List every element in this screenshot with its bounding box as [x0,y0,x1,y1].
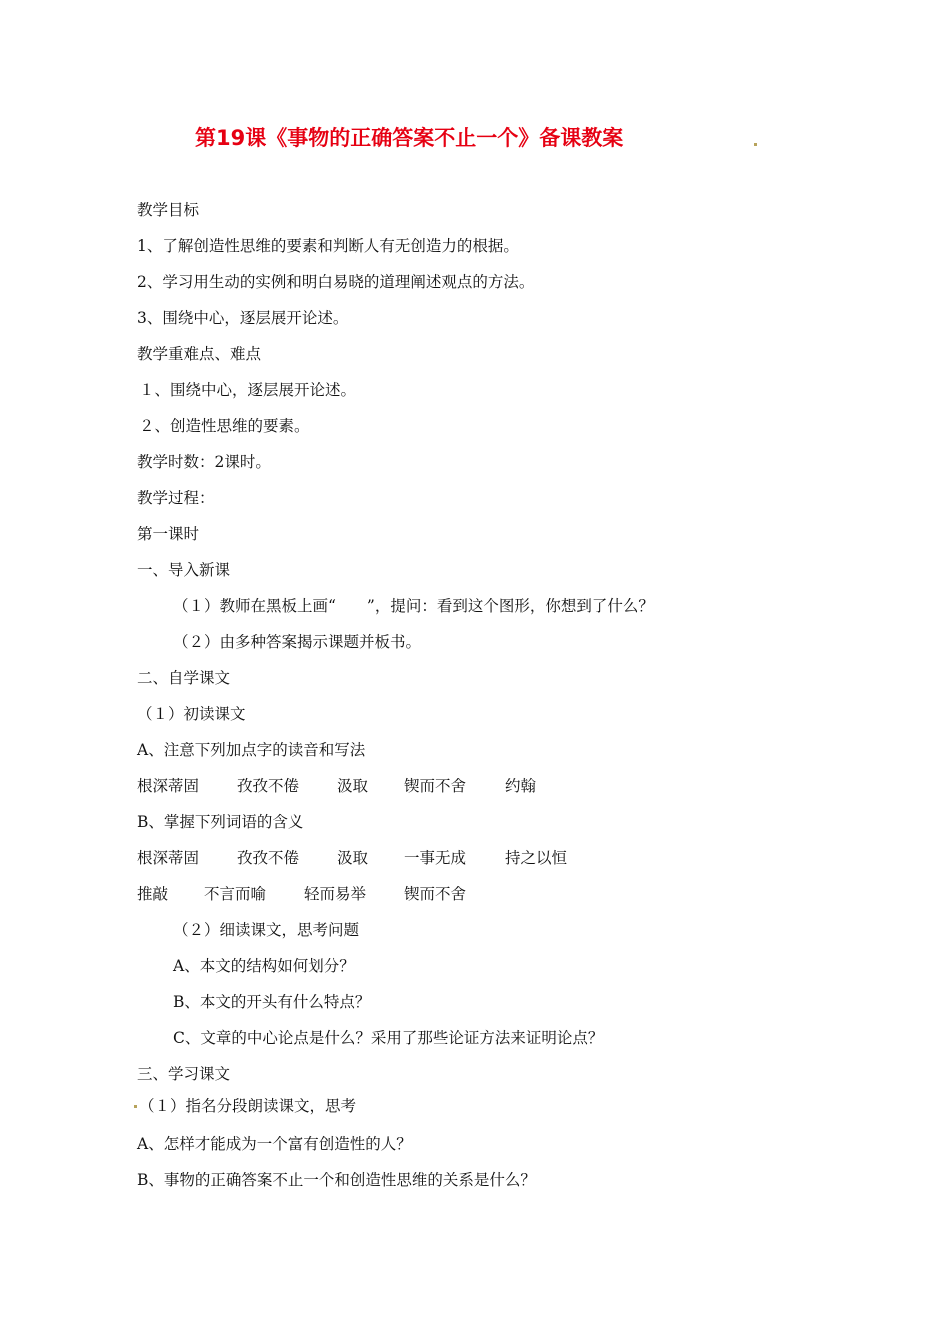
word: 锲而不舍 [404,885,467,903]
word: 持之以恒 [505,849,568,867]
intro-step: （１）教师在黑板上画“ ”，提问：看到这个图形，你想到了什么？ [173,597,654,615]
lesson-one-heading: 第一课时 [137,525,200,543]
goal-item: 3、围绕中心，逐层展开论述。 [137,309,349,327]
key-heading: 教学重难点、难点 [137,345,262,363]
goal-item: 2、学习用生动的实例和明白易晓的道理阐述观点的方法。 [137,273,535,291]
document-title: 第19课《事物的正确答案不止一个》备课教案 [195,126,624,150]
word: 轻而易举 [304,885,367,903]
speck-mark [754,143,757,146]
section-three-heading: 三、学习课文 [137,1065,231,1083]
word: 不言而喻 [204,885,267,903]
question-item: A、怎样才能成为一个富有创造性的人？ [137,1135,412,1153]
word: 根深蒂固 [137,849,200,867]
meaning-task: B、掌握下列词语的含义 [137,813,304,831]
word: 汲取 [337,777,369,795]
intro-step: （２）由多种答案揭示课题并板书。 [173,633,422,651]
teaching-hours: 教学时数：2课时。 [137,453,271,471]
word: 孜孜不倦 [237,849,300,867]
word: 推敲 [137,885,169,903]
question-item: B、事物的正确答案不止一个和创造性思维的关系是什么？ [137,1171,536,1189]
word: 孜孜不倦 [237,777,300,795]
section-one-heading: 一、导入新课 [137,561,231,579]
word: 一事无成 [404,849,467,867]
key-point: １、围绕中心，逐层展开论述。 [139,381,357,399]
process-heading: 教学过程： [137,489,215,507]
pronunciation-task: A、注意下列加点字的读音和写法 [137,741,366,759]
speck-mark [134,1105,137,1108]
section-two-heading: 二、自学课文 [137,669,231,687]
key-point: ２、创造性思维的要素。 [139,417,310,435]
read-aloud-task: （１）指名分段朗读课文，思考 [139,1097,357,1115]
question-item: B、本文的开头有什么特点？ [173,993,371,1011]
word: 锲而不舍 [404,777,467,795]
goals-heading: 教学目标 [137,201,200,219]
question-item: A、本文的结构如何划分？ [173,957,355,975]
goal-item: 1、了解创造性思维的要素和判断人有无创造力的根据。 [137,237,519,255]
close-reading: （２）细读课文，思考问题 [173,921,360,939]
word: 根深蒂固 [137,777,200,795]
word: 汲取 [337,849,369,867]
first-reading: （１）初读课文 [137,705,246,723]
word: 约翰 [505,777,537,795]
question-item: C、文章的中心论点是什么？采用了那些论证方法来证明论点？ [173,1029,604,1047]
